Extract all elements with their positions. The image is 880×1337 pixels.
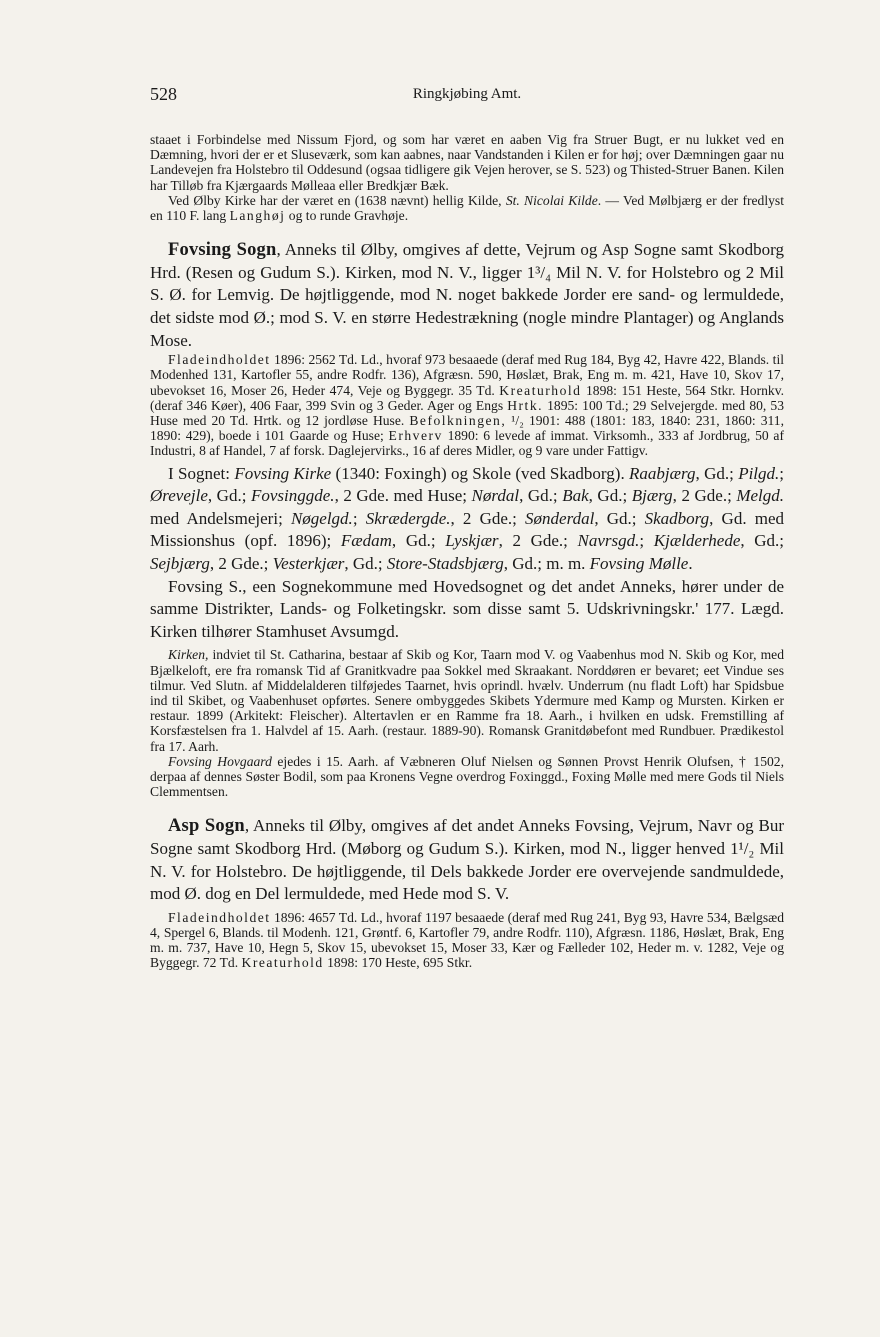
fovsing-statistics: Fladeindholdet 1896: 2562 Td. Ld., hvoraf 973 besaaede (deraf med Rug 184, Byg 42, Havre 422, Blands. til Modenhed 131, Kartofler 55, andre Rodfr. 136), Afgræsn. 590, Høslæt, Brak, Eng m. m. 421, Have 10, Skov 17, ubevokset 16, Moser 26, Heder 474, Veje og Byggegr. 35 Td. Kreaturhold 1898: 151 Heste, 564 Stkr. Hornkv. (deraf 346 Køer), 406 Faar, 399 Svin og 3 Geder. Ager og Engs Hrtk. 1895: 100 Td.; 29 Selvejergde. med 80, 53 Huse med 20 Td. Hrtk. og 12 jordløse Huse. Befolkningen, ¹/₂ 1901: 488 (1801: 183, 1840: 231, 1860: 311, 1890: 429), boede i 101 Gaarde og Huse; Erhverv 1890: 6 levede af immat. Virksomh., 333 af Jordbrug, 50 af Industri, 8 af Handel, 7 af forsk. Daglejervirks., 16 af deres Midler, og 9 vare under Fattigv.: [150, 352, 785, 459]
running-title: Ringkjøbing Amt.: [412, 86, 522, 102]
fovsing-admin: Fovsing S., een Sognekommune med Hovedsognet og det andet Anneks, hører under de samme Distrikter, Lands- og Folketingskr. som disse samt 5. Udskrivningskr.' 177. Lægd. Kirken tilhører Stamhuset Avsumgd.: [150, 576, 784, 641]
asp-heading: Asp Sogn: [168, 816, 245, 837]
fovsing-places: I Sognet: Fovsing Kirke (1340: Foxingh) og Skole (ved Skadborg). Raabjærg, Gd.; Pilgd.; Ørevejle, Gd.; Fovsinggde., 2 Gde. med Huse; Nørdal, Gd.; Bak, Gd.; Bjærg, 2 Gde.; Melgd. med Andelsmejeri; Nøgelgd.; Skrædergde., 2 Gde.; Sønderdal, Gd.; Skadborg, Gd. med Missionshus (opf. 1896); Fædam, Gd.; Lyskjær, 2 Gde.; Navrsgd.; Kjælderhede, Gd.; Sejbjærg, 2 Gde.; Vesterkjær, Gd.; Store-Stadsbjærg, Gd.; m. m. Fovsing Mølle.: [150, 463, 785, 573]
intro-paragraph-kilde: Ved Ølby Kirke har der været en (1638 nævnt) hellig Kilde, St. Nicolai Kilde. — Ved Mølbjærg er der fredlyst en 110 F. lang Langhøj og to runde Gravhøje.: [150, 192, 784, 224]
fovsing-heading: Fovsing Sogn: [168, 240, 277, 261]
page-number: 528: [150, 84, 177, 104]
intro-paragraph: staaet i Forbindelse med Nissum Fjord, og som har været en aaben Vig fra Struer Bugt, er nu lukket ved en Dæmning, hvori der er et Sluseværk, som kan aabnes, naar Vandstanden i Kilen er for høj; over Dæmningen gaar nu Landevejen fra Holstebro til Oddesund (ogsaa tidligere gik Vejen herover, se S. 523) og Thisted-Struer Banen. Kilen har Tilløb fra Kjærgaards Mølleaa eller Bredkjær Bæk.: [150, 132, 784, 193]
fovsing-intro: Fovsing Sogn, Anneks til Ølby, omgives af dette, Vejrum og Asp Sogne samt Skodborg Hrd. (Resen og Gudum S.). Kirken, mod N. V., ligger 1³/₄ Mil N. V. for Holstebro og 2 Mil S. Ø. for Lemvig. De højtliggende, mod N. noget bakkede Jorder ere sand- og lermuldede, det sidste mod Ø.; mod S. V. en større Hedestrækning (nogle mindre Plantager) og Anglands Mose.: [150, 240, 784, 350]
fovsing-church: Kirken, indviet til St. Catharina, bestaar af Skib og Kor, Taarn mod V. og Vaabenhus mod N. Skib og Kor, med Bjælkeloft, ere fra romansk Tid af Granitkvadre paa Sokkel med Skraakant. Norddøren er bevaret; eet Vindue ses tilmur. Ved Slutn. af Middelalderen tilføjedes Taarnet, hvis oprindl. hvælv. Underrum (nu fladt Loft) har Spidsbue ind til Skibet, og Vaabenhuset opførtes. Senere ombyggedes Skibets Ydermure med Kamp og Mursten. Kirken er restaur. 1899 (Arkitekt: Fleischer). Altertavlen er en Ramme fra 18. Aarh., i hvilken en udsk. Fremstilling af Korsfæstelsen fra 1. Halvdel af 15. Aarh. (restaur. 1889-90). Romansk Granitdøbefont med Rundbuer. Prædikestol fra 17. Aarh.: [150, 647, 784, 754]
document-page: [150, 78, 784, 971]
asp-statistics: Fladeindholdet 1896: 4657 Td. Ld., hvoraf 1197 besaaede (deraf med Rug 241, Byg 93, Havre 534, Bælgsæd 4, Spergel 6, Blands. til Modenh. 121, Grøntf. 6, Kartofler 79, andre Rodfr. 110), Afgræsn. 1186, Høslæt, Brak, Eng m. m. 737, Have 10, Hegn 5, Skov 15, ubevokset 15, Moser 33, Kær og Fælleder 102, Heder m. v. 1282, Veje og Byggegr. 72 Td. Kreaturhold 1898: 170 Heste, 695 Stkr.: [150, 909, 784, 971]
asp-intro: Asp Sogn, Anneks til Ølby, omgives af det andet Anneks Fovsing, Vejrum, Navr og Bur Sogne samt Skodborg Hrd. (Møborg og Gudum S.). Kirken, mod N., ligger henved 1¹/₂ Mil N. V. for Holstebro. De højtliggende, til Dels bakkede Jorder ere overvejende sandmuldede, mod Ø. dog en Del lermuldede, med Hede mod S. V.: [150, 816, 784, 904]
fovsing-hovgaard: Fovsing Hovgaard ejedes i 15. Aarh. af Væbneren Oluf Nielsen og Sønnen Provst Henrik Olufsen, † 1502, derpaa af dennes Søster Bodil, som paa Kronens Vegne overdrog Foxinggd., Foxing Mølle med mere Gods til Niels Clemmentsen.: [150, 753, 784, 800]
page-header: [150, 78, 784, 106]
